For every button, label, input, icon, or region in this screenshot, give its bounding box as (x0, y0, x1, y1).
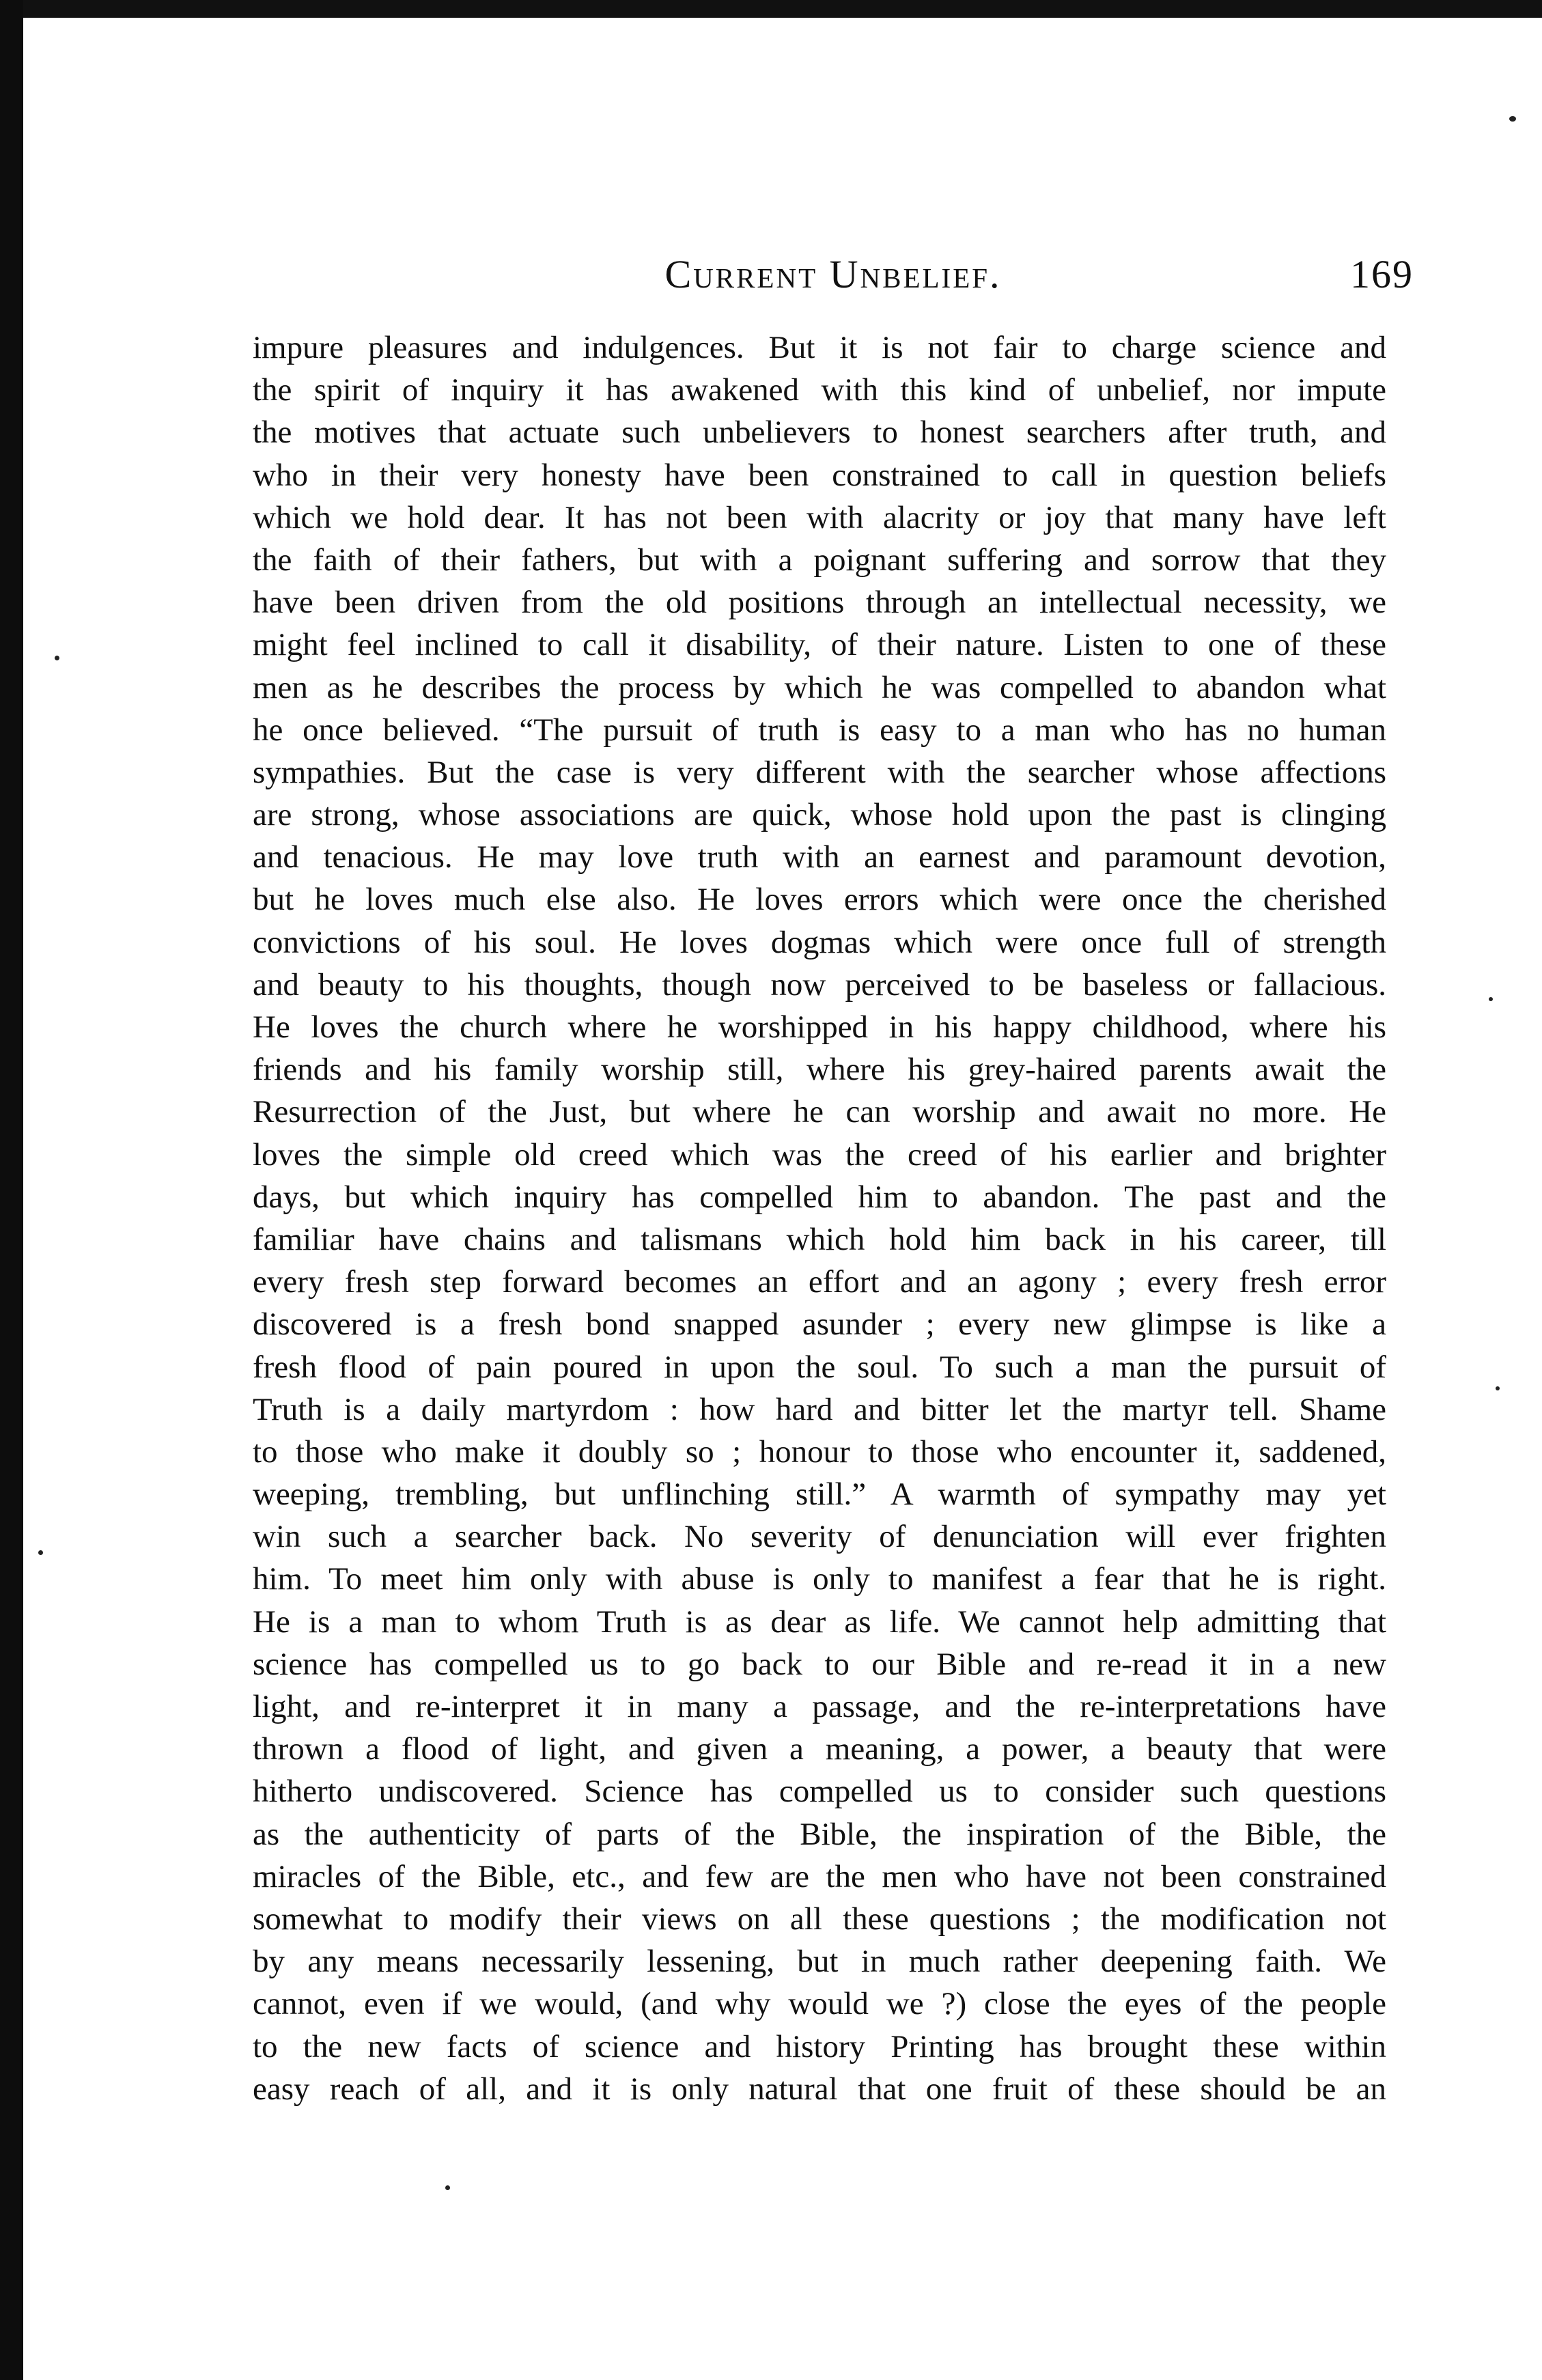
text-line: impure pleasures and indulgences. But it is not fair to charge science and (253, 330, 1386, 365)
text-line: days, but which inquiry has compelled him to abandon. The past and the (253, 1179, 1386, 1215)
text-line: fresh flood of pain poured in upon the soul. To such a man the pursuit of (253, 1349, 1386, 1385)
text-line: which we hold dear. It has not been with alacrity or joy that many have left (253, 499, 1386, 535)
scan-top-edge (0, 0, 1542, 18)
text-line: convictions of his soul. He loves dogmas which were once full of strength (253, 924, 1386, 960)
text-line: loves the simple old creed which was the creed of his earlier and brighter (253, 1136, 1386, 1173)
text-line: cannot, even if we would, (and why would we ?) close the eyes of the people (253, 1986, 1386, 2022)
text-line: light, and re-interpret it in many a passage, and the re-interpretations have (253, 1689, 1386, 1724)
text-line: miracles of the Bible, etc., and few are the men who have not been constrained (253, 1858, 1386, 1894)
text-line: somewhat to modify their views on all these questions ; the modification not (253, 1901, 1386, 1937)
text-line: sympathies. But the case is very different with the searcher whose affections (253, 754, 1386, 790)
text-line: he once believed. “The pursuit of truth is easy to a man who has no human (253, 712, 1386, 748)
text-line: him. To meet him only with abuse is only to manifest a fear that he is right. (253, 1561, 1386, 1597)
scan-left-edge (0, 0, 23, 2380)
text-line: Resurrection of the Just, but where he can worship and await no more. He (253, 1094, 1386, 1130)
page-number: 169 (1350, 252, 1414, 296)
text-line: but he loves much else also. He loves errors which were once the cherished (253, 882, 1386, 918)
text-line: and beauty to his thoughts, though now perceived to be baseless or fallacious. (253, 966, 1386, 1003)
text-line: men as he describes the process by which he was compelled to abandon what (253, 669, 1386, 705)
page-header (253, 247, 1414, 309)
scan-speck (38, 1550, 43, 1555)
text-line: thrown a flood of light, and given a meaning, a power, a beauty that were (253, 1731, 1386, 1767)
text-line: easy reach of all, and it is only natural that one fruit of these should be an (253, 2071, 1386, 2107)
text-line: science has compelled us to go back to our Bible and re-read it in a new (253, 1646, 1386, 1682)
scan-speck (1509, 116, 1516, 122)
scan-speck (1489, 997, 1493, 1001)
text-line: the motives that actuate such unbelievers to honest searchers after truth, and (253, 415, 1386, 451)
scan-speck (55, 656, 59, 660)
text-line: Truth is a daily martyrdom : how hard and bitter let the martyr tell. Shame (253, 1391, 1386, 1427)
text-line: win such a searcher back. No severity of denunciation will ever frighten (253, 1519, 1386, 1555)
text-line: have been driven from the old positions through an intellectual necessity, we (253, 585, 1386, 621)
text-line: might feel inclined to call it disability, of their nature. Listen to one of these (253, 627, 1386, 663)
body-text (253, 326, 1386, 2110)
text-line: familiar have chains and talismans which hold him back in his career, till (253, 1221, 1386, 1257)
text-line: to those who make it doubly so ; honour to those who encounter it, saddened, (253, 1433, 1386, 1470)
text-line: hitherto undiscovered. Science has compelled us to consider such questions (253, 1774, 1386, 1810)
text-line: by any means necessarily lessening, but in much rather deepening faith. We (253, 1944, 1386, 1980)
scan-speck (445, 2185, 450, 2190)
scan-speck (1496, 1386, 1500, 1390)
text-line: who in their very honesty have been constrained to call in question beliefs (253, 457, 1386, 493)
text-line: to the new facts of science and history Printing has brought these within (253, 2028, 1386, 2064)
text-line: He is a man to whom Truth is as dear as life. We cannot help admitting that (253, 1604, 1386, 1640)
text-line: the spirit of inquiry it has awakened with this kind of unbelief, nor impute (253, 372, 1386, 408)
text-line: He loves the church where he worshipped in his happy childhood, where his (253, 1009, 1386, 1045)
text-line: discovered is a fresh bond snapped asunder ; every new glimpse is like a (253, 1306, 1386, 1343)
text-line: as the authenticity of parts of the Bible, the inspiration of the Bible, the (253, 1816, 1386, 1852)
text-line: every fresh step forward becomes an effort and an agony ; every fresh error (253, 1264, 1386, 1300)
text-line: and tenacious. He may love truth with an earnest and paramount devotion, (253, 839, 1386, 876)
text-line: the faith of their fathers, but with a poignant suffering and sorrow that they (253, 542, 1386, 578)
text-line: are strong, whose associations are quick, whose hold upon the past is clinging (253, 797, 1386, 833)
running-title: Current Unbelief. (664, 252, 1002, 296)
text-line: friends and his family worship still, where his grey-haired parents await the (253, 1052, 1386, 1088)
text-line: weeping, trembling, but unflinching still.” A warmth of sympathy may yet (253, 1476, 1386, 1513)
